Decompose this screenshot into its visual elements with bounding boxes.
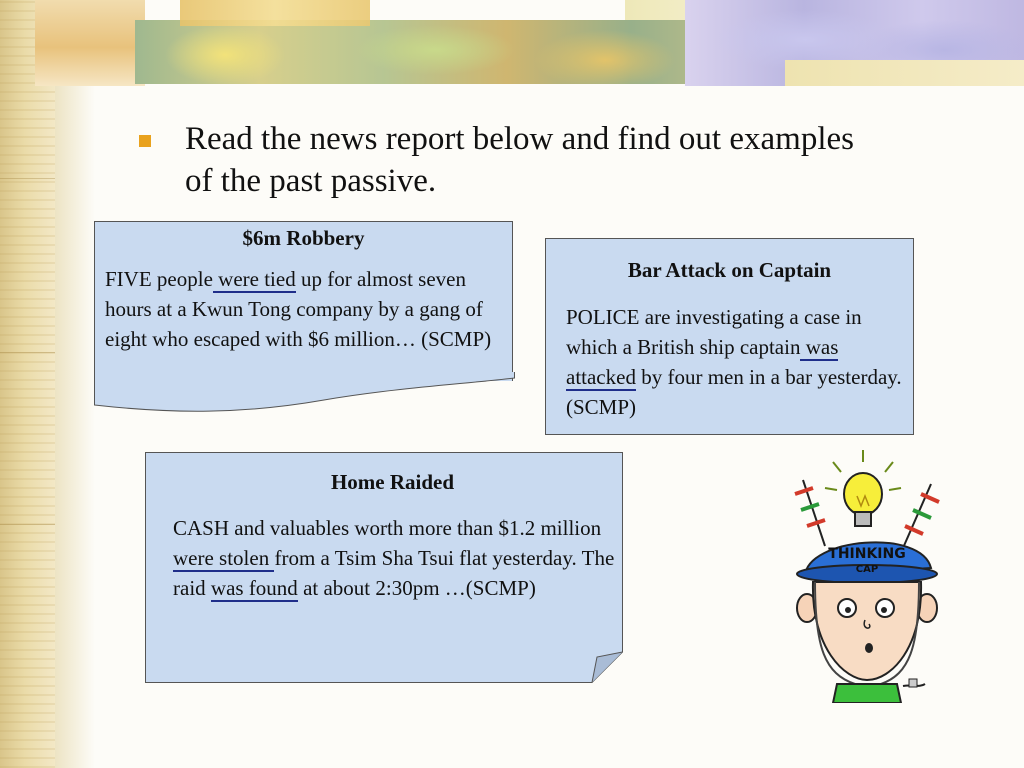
news-card-home-raided: [145, 452, 623, 683]
past-passive-highlight: was attacked: [566, 335, 839, 389]
news-card-body: FIVE people were tied up for almost seven hours at a Kwun Tong company by a gang of eight who escaped with $6 million… (SCMP): [105, 267, 492, 351]
decorative-top-banner: [35, 0, 1024, 86]
news-card-body: CASH and valuables worth more than $1.2 million were stolen from a Tsim Sha Tsui flat yesterday. The raid was found at about 2:30pm …(SCMP): [173, 516, 615, 600]
news-card-title: Bar Attack on Captain: [627, 258, 832, 282]
light-bulb-icon: [844, 473, 882, 526]
square-bullet-icon: [139, 135, 151, 147]
news-card-title: Home Raided: [330, 470, 455, 494]
shirt: [833, 684, 901, 703]
news-card-body: POLICE are investigating a case in which a British ship captain was attacked by four men in a bar yesterday. (SCMP): [566, 305, 902, 419]
past-passive-highlight: were stolen: [173, 546, 275, 570]
news-card-robbery: [94, 221, 513, 381]
wavy-bottom-edge: [94, 372, 515, 412]
strip-fade: [55, 0, 95, 768]
cap-text-thinking: THINKING: [828, 546, 906, 562]
news-card-bar-attack: [545, 238, 914, 435]
past-passive-highlight: was found: [210, 576, 298, 600]
news-card-title: $6m Robbery: [242, 226, 365, 250]
antenna-right: [903, 484, 939, 548]
antenna-left: [795, 480, 825, 546]
cap-text-cap: CAP: [855, 564, 879, 575]
thinking-cap-boy-illustration: [785, 448, 955, 703]
decorative-left-strip: [0, 0, 55, 768]
past-passive-highlight: were tied: [212, 267, 296, 291]
instruction-text: Read the news report below and find out examples of the past passive.: [185, 121, 854, 199]
